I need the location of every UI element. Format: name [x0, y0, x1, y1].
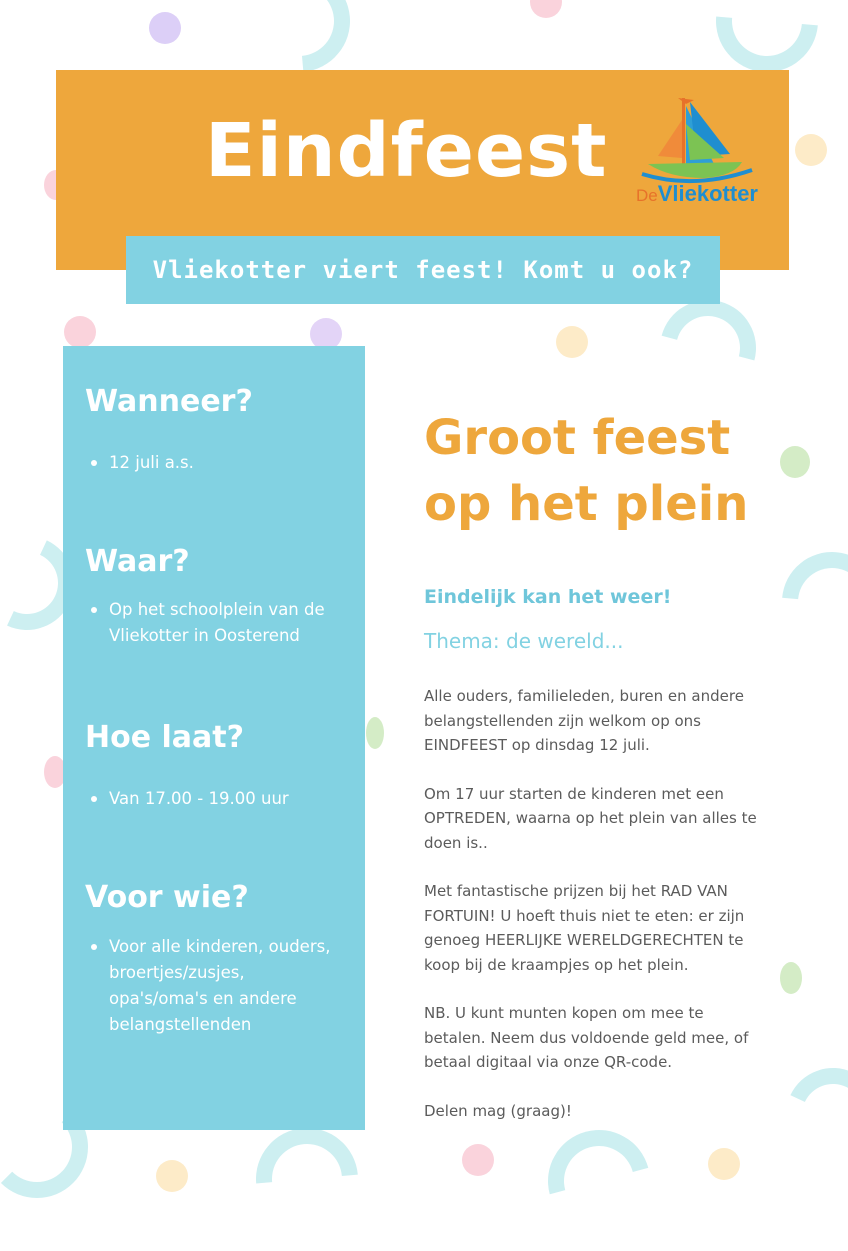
main-heading-line: Groot feest — [424, 410, 731, 466]
section-heading-who: Voor wie? — [85, 880, 249, 915]
paragraph: NB. U kunt munten kopen om mee te betalen. Neem dus voldoende geld mee, of betaal digitaal via onze QR-code. — [424, 1004, 749, 1071]
logo-name: Vliekotter — [657, 181, 758, 206]
intro-text: Eindelijk kan het weer! — [424, 586, 672, 608]
confetti-dot — [462, 1144, 494, 1176]
section-heading-time: Hoe laat? — [85, 720, 245, 755]
section-list-where — [91, 597, 331, 649]
confetti-dot — [556, 326, 588, 358]
section-heading-when: Wanneer? — [85, 384, 253, 419]
confetti-dot — [708, 1148, 740, 1180]
section-list-time — [91, 786, 289, 812]
info-sidebar — [63, 346, 365, 1130]
section-list-when — [91, 450, 194, 476]
confetti-dot — [780, 962, 802, 994]
confetti-dot — [156, 1160, 188, 1192]
confetti-ring — [773, 1055, 848, 1175]
section-list-who — [91, 934, 331, 1038]
paragraph: Delen mag (graag)! — [424, 1101, 572, 1120]
main-heading — [424, 405, 784, 537]
list-item: Voor alle kinderen, ouders, broertjes/zusjes, opa's/oma's en andere belangstellenden — [91, 934, 331, 1038]
confetti-ring — [762, 532, 848, 673]
confetti-dot — [366, 717, 384, 749]
confetti-dot — [795, 134, 827, 166]
confetti-dot — [780, 446, 810, 478]
page-title: Eindfeest — [205, 108, 608, 194]
list-item: Van 17.00 - 19.00 uur — [91, 786, 289, 812]
paragraph: Met fantastische prijzen bij het RAD VAN FORTUIN! U hoeft thuis niet te eten: er zijn genoeg HEERLIJKE WERELDGERECHTEN te koop bij de kraampjes op het plein. — [424, 882, 745, 974]
confetti-dot — [149, 12, 181, 44]
confetti-dot — [530, 0, 562, 18]
main-heading-line: op het plein — [424, 476, 749, 532]
subtitle-banner: Vliekotter viert feest! Komt u ook? — [126, 236, 720, 304]
paragraph: Alle ouders, familieleden, buren en andere belangstellenden zijn welkom op ons EINDFEEST op dinsdag 12 juli. — [424, 687, 744, 754]
confetti-dot — [64, 316, 96, 348]
section-heading-where: Waar? — [85, 544, 190, 579]
theme-text: Thema: de wereld... — [424, 629, 624, 653]
list-item: Op het schoolplein van de Vliekotter in Oosterend — [91, 597, 331, 649]
paragraph: Om 17 uur starten de kinderen met een OPTREDEN, waarna op het plein van alles te doen is.. — [424, 784, 757, 852]
list-item: 12 juli a.s. — [91, 450, 194, 476]
logo-prefix: De — [636, 186, 658, 205]
body-text — [424, 684, 769, 1147]
logo-wordmark — [636, 181, 758, 207]
